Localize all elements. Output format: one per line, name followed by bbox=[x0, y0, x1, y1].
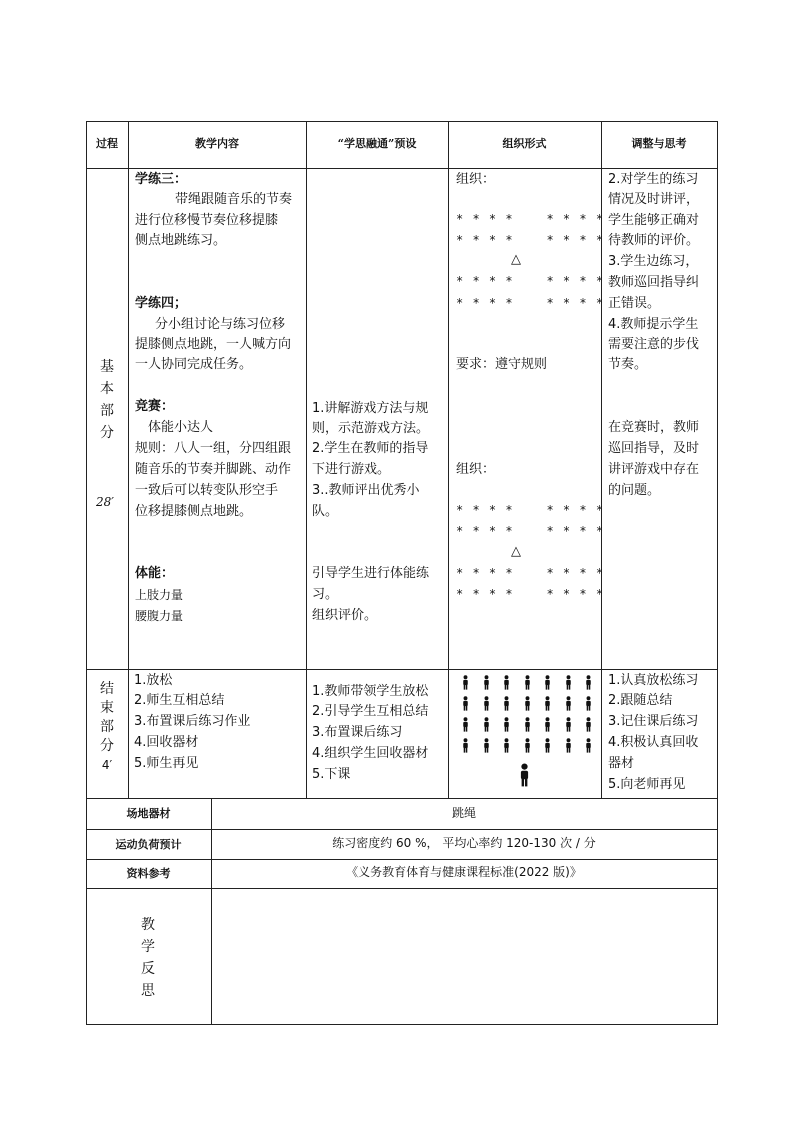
org-label-2: 组织： bbox=[456, 462, 496, 477]
basic-section-label: 基 本 部 分 bbox=[100, 359, 114, 441]
formation-row: * * * * * * * * bbox=[456, 233, 605, 247]
practice-3-line: 带绳跟随音乐的节奏 bbox=[175, 192, 293, 207]
ending-preset-line: 5.下课 bbox=[312, 767, 351, 782]
fitness-title: 体能： bbox=[135, 566, 175, 581]
formation-row: * * * * * * * * bbox=[456, 212, 605, 226]
adjust-line: 巡回指导，及时 bbox=[608, 441, 700, 456]
header-content: 教学内容 bbox=[195, 137, 239, 150]
competition-title: 竞赛： bbox=[135, 399, 175, 414]
adjust-line: 4.教师提示学生 bbox=[608, 317, 699, 332]
formation-row: * * * * * * * * bbox=[456, 503, 605, 517]
formation-row: * * * * * * * * bbox=[456, 524, 605, 538]
ending-adjust-line: 5.向老师再见 bbox=[608, 777, 686, 792]
header-process: 过程 bbox=[96, 137, 118, 150]
adjust-line: 的问题。 bbox=[608, 483, 661, 498]
student-figure-icon bbox=[482, 738, 491, 753]
preset-line: 引导学生进行体能练 bbox=[312, 566, 430, 581]
ending-content-line: 3.布置课后练习作业 bbox=[134, 714, 251, 729]
student-figure-icon bbox=[523, 696, 532, 711]
adjust-line: 在竞赛时，教师 bbox=[608, 420, 700, 435]
student-figure-icon bbox=[461, 696, 470, 711]
header-preset: “学思融通”预设 bbox=[337, 137, 417, 150]
teacher-triangle: △ bbox=[511, 252, 521, 267]
adjust-line: 需要注意的步伐 bbox=[608, 337, 700, 352]
practice-3-line: 侧点地跳练习。 bbox=[135, 233, 227, 248]
student-figure-icon bbox=[543, 696, 552, 711]
student-figure-icon bbox=[564, 738, 573, 753]
adjust-line: 讲评游戏中存在 bbox=[608, 462, 700, 477]
basic-duration: 28′ bbox=[96, 495, 114, 509]
student-figure-icon bbox=[482, 696, 491, 711]
competition-line: 规则：八人一组，分四组跟 bbox=[135, 441, 292, 456]
student-figure-icon bbox=[584, 675, 593, 690]
student-figure-icon bbox=[564, 696, 573, 711]
practice-3-title: 学练三： bbox=[135, 172, 188, 187]
student-figure-icon bbox=[461, 675, 470, 690]
student-figure-icon bbox=[461, 738, 470, 753]
adjust-line: 3.学生边练习， bbox=[608, 254, 699, 269]
adjust-line: 学生能够正确对 bbox=[608, 213, 700, 228]
preset-line: 1.讲解游戏方法与规 bbox=[312, 401, 429, 416]
org-requirement: 要求：遵守规则 bbox=[456, 357, 548, 372]
competition-line: 位移提膝侧点地跳。 bbox=[135, 504, 253, 519]
student-figure-icon bbox=[543, 738, 552, 753]
formation-row: * * * * * * * * bbox=[456, 274, 605, 288]
header-organization: 组织形式 bbox=[502, 137, 547, 150]
student-figure-icon bbox=[543, 717, 552, 732]
ending-adjust-line: 2.跟随总结 bbox=[608, 693, 673, 708]
reference-value: 《义务教育体育与健康课程标准(2022 版)》 bbox=[346, 865, 582, 879]
student-figure-icon bbox=[543, 675, 552, 690]
student-figure-icon bbox=[564, 675, 573, 690]
practice-3-line: 进行位移慢节奏位移提膝 bbox=[135, 213, 279, 228]
ending-preset-line: 2.引导学生互相总结 bbox=[312, 704, 429, 719]
adjust-line: 教师巡回指导纠 bbox=[608, 275, 700, 290]
student-figure-icon bbox=[502, 717, 511, 732]
load-value: 练习密度约 60 %， 平均心率约 120-130 次 / 分 bbox=[332, 836, 596, 850]
competition-line: 一致后可以转变队形空手 bbox=[135, 483, 279, 498]
teacher-figure-icon bbox=[518, 763, 531, 787]
formation-row: * * * * * * * * bbox=[456, 566, 605, 580]
student-figure-icon bbox=[482, 675, 491, 690]
ending-content-line: 4.回收器材 bbox=[134, 735, 199, 750]
preset-line: 则，示范游戏方法。 bbox=[312, 421, 430, 436]
ending-content-line: 5.师生再见 bbox=[134, 756, 199, 771]
reference-label: 资料参考 bbox=[126, 867, 171, 880]
formation-row: * * * * * * * * bbox=[456, 296, 605, 310]
student-figure-icon bbox=[482, 717, 491, 732]
student-figure-icon bbox=[502, 696, 511, 711]
adjust-line: 待教师的评价。 bbox=[608, 233, 700, 248]
preset-line: 3..教师评出优秀小 bbox=[312, 483, 420, 498]
student-figure-icon bbox=[523, 675, 532, 690]
student-figure-icon bbox=[584, 717, 593, 732]
reflection-label: 教 学 反 思 bbox=[141, 917, 155, 999]
ending-section-label: 结 束 部 分 4′ bbox=[100, 681, 114, 772]
student-figure-icon bbox=[584, 696, 593, 711]
ending-content-line: 2.师生互相总结 bbox=[134, 693, 225, 708]
ending-preset-line: 1.教师带领学生放松 bbox=[312, 684, 429, 699]
ending-content-line: 1.放松 bbox=[134, 673, 173, 688]
ending-adjust-line: 4.积极认真回收 bbox=[608, 735, 699, 750]
practice-4-line: 分小组讨论与练习位移 bbox=[155, 317, 286, 332]
formation-row: * * * * * * * * bbox=[456, 587, 605, 601]
adjust-line: 节奏。 bbox=[608, 357, 648, 372]
teacher-triangle: △ bbox=[511, 544, 521, 559]
student-figure-icon bbox=[523, 717, 532, 732]
org-label-1: 组织： bbox=[456, 172, 496, 187]
practice-4-line: 一人协同完成任务。 bbox=[135, 357, 253, 372]
practice-4-line: 提膝侧点地跳，一人喊方向 bbox=[135, 337, 292, 352]
venue-value: 跳绳 bbox=[451, 806, 476, 820]
preset-line: 下进行游戏。 bbox=[312, 462, 391, 477]
fitness-line: 上肢力量 bbox=[135, 588, 184, 602]
ending-adjust-line: 3.记住课后练习 bbox=[608, 714, 699, 729]
preset-line: 队。 bbox=[312, 504, 339, 519]
fitness-line: 腰腹力量 bbox=[135, 609, 184, 623]
load-label: 运动负荷预计 bbox=[115, 838, 182, 851]
practice-4-title: 学练四； bbox=[135, 296, 188, 311]
student-figure-icon bbox=[564, 717, 573, 732]
preset-line: 习。 bbox=[312, 587, 339, 602]
ending-preset-line: 4.组织学生回收器材 bbox=[312, 746, 429, 761]
competition-line: 体能小达人 bbox=[148, 420, 214, 435]
ending-adjust-line: 1.认真放松练习 bbox=[608, 673, 699, 688]
adjust-line: 情况及时讲评， bbox=[608, 192, 700, 207]
ending-adjust-line: 器材 bbox=[608, 756, 635, 771]
adjust-line: 2.对学生的练习 bbox=[608, 172, 699, 187]
student-figure-icon bbox=[461, 717, 470, 732]
competition-line: 随音乐的节奏并脚跳、动作 bbox=[135, 462, 292, 477]
preset-line: 组织评价。 bbox=[312, 608, 378, 623]
student-figure-icon bbox=[502, 675, 511, 690]
venue-label: 场地器材 bbox=[126, 807, 171, 820]
student-figure-icon bbox=[584, 738, 593, 753]
preset-line: 2.学生在教师的指导 bbox=[312, 441, 429, 456]
student-figure-icon bbox=[502, 738, 511, 753]
ending-preset-line: 3.布置课后练习 bbox=[312, 725, 403, 740]
adjust-line: 正错误。 bbox=[608, 296, 661, 311]
student-figure-icon bbox=[523, 738, 532, 753]
header-adjust: 调整与思考 bbox=[631, 137, 687, 150]
